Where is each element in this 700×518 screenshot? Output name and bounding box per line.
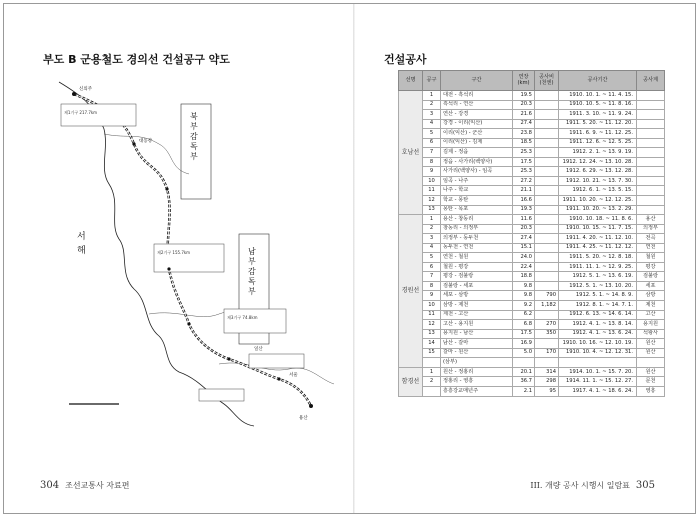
table-row bbox=[399, 310, 665, 320]
section-no-cell: 3 bbox=[423, 110, 441, 120]
city-label-1: 신의주 bbox=[79, 87, 93, 92]
cost-cell bbox=[535, 310, 559, 320]
segment-cell: 고산 - 용지원 bbox=[441, 320, 513, 330]
col-header-office: 공사계 bbox=[637, 71, 665, 91]
section-no-cell: 13 bbox=[423, 205, 441, 215]
segment-cell: 몽탄 - 목포 bbox=[441, 205, 513, 215]
office-cell: 철원 bbox=[637, 253, 665, 263]
segment-cell: 세포 - 삼방 bbox=[441, 291, 513, 301]
segment-cell: 이리(익산) - 군산 bbox=[441, 129, 513, 139]
segment-cell: 강경 - 이리(익산) bbox=[441, 119, 513, 129]
table-row bbox=[399, 262, 665, 272]
length-cell: 20.3 bbox=[513, 224, 535, 234]
length-cell: 22.4 bbox=[513, 262, 535, 272]
length-cell: 9.2 bbox=[513, 301, 535, 311]
book-spread bbox=[3, 3, 696, 514]
office-cell: 용지원 bbox=[637, 320, 665, 330]
segment-cell: (삼부) bbox=[441, 358, 513, 368]
length-cell: 36.7 bbox=[513, 377, 535, 387]
table-row bbox=[399, 377, 665, 387]
section-no-cell: 10 bbox=[423, 301, 441, 311]
period-cell: 1911. 6. 9. ~ 11. 12. 25. bbox=[559, 129, 637, 139]
office-cell bbox=[637, 196, 665, 206]
segment-cell: 갈마 - 원산 bbox=[441, 348, 513, 358]
segment-cell: 흑석리 - 연산 bbox=[441, 100, 513, 110]
section-no-cell: 8 bbox=[423, 281, 441, 291]
left-page-title: 부도 B 군용철도 경의선 건설공구 약도 bbox=[43, 53, 230, 66]
line-name-cell: 호남선 bbox=[399, 91, 423, 215]
office-cell bbox=[637, 186, 665, 196]
note-box-4 bbox=[249, 354, 304, 368]
segment-cell: 김제 - 정읍 bbox=[441, 148, 513, 158]
length-cell: 24.0 bbox=[513, 253, 535, 263]
cost-cell bbox=[535, 138, 559, 148]
sea-label: 서 해 bbox=[77, 232, 86, 256]
section-no-cell: 1 bbox=[423, 91, 441, 101]
length-cell: 9.8 bbox=[513, 281, 535, 291]
section-no-cell: 12 bbox=[423, 196, 441, 206]
table-row bbox=[399, 157, 665, 167]
period-cell: 1910. 10. 1. ~ 11. 4. 15. bbox=[559, 91, 637, 101]
office-cell bbox=[637, 119, 665, 129]
period-cell: 1912. 6. 13. ~ 14. 6. 14. bbox=[559, 310, 637, 320]
period-cell: 1911. 4. 20. ~ 11. 12. 10. bbox=[559, 234, 637, 244]
office-cell bbox=[637, 129, 665, 139]
section-no-cell: 11 bbox=[423, 310, 441, 320]
segment-cell: 임곡 - 나주 bbox=[441, 176, 513, 186]
table-row bbox=[399, 253, 665, 263]
period-cell: 1914. 10. 1. ~ 15. 7. 20. bbox=[559, 367, 637, 377]
section-no-cell: 5 bbox=[423, 129, 441, 139]
north-bureau-label: 북 부 감 독 부 bbox=[190, 112, 198, 161]
length-cell: 11.6 bbox=[513, 215, 535, 225]
office-cell: 원산 bbox=[637, 348, 665, 358]
table-row bbox=[399, 358, 665, 368]
cost-cell bbox=[535, 215, 559, 225]
segment-cell: 검불랑 - 세포 bbox=[441, 281, 513, 291]
construction-works-table bbox=[398, 70, 665, 397]
note-box-5 bbox=[199, 389, 244, 401]
period-cell: 1912. 12. 24. ~ 13. 10. 28. bbox=[559, 157, 637, 167]
period-cell: 1914. 11. 1. ~ 15. 12. 27. bbox=[559, 377, 637, 387]
office-cell bbox=[637, 91, 665, 101]
length-cell: 16.9 bbox=[513, 339, 535, 349]
office-cell bbox=[637, 205, 665, 215]
cost-cell bbox=[535, 129, 559, 139]
section-no-cell: 7 bbox=[423, 148, 441, 158]
section-no-cell: 7 bbox=[423, 272, 441, 282]
right-page-title: 건설공사 bbox=[384, 53, 427, 66]
railway-route-map bbox=[49, 74, 349, 454]
col-header-segment: 구간 bbox=[441, 71, 513, 91]
section-no-cell: 2 bbox=[423, 100, 441, 110]
section-no-cell: 10 bbox=[423, 176, 441, 186]
segment-cell: 학교 - 몽탄 bbox=[441, 196, 513, 206]
period-cell: 1911. 12. 6. ~ 12. 5. 25. bbox=[559, 138, 637, 148]
col-header-section-no: 공구 bbox=[423, 71, 441, 91]
period-cell: 1912. 2. 1. ~ 13. 9. 19. bbox=[559, 148, 637, 158]
office-cell bbox=[637, 110, 665, 120]
table-row bbox=[399, 215, 665, 225]
length-cell: 16.6 bbox=[513, 196, 535, 206]
note-box-1 bbox=[61, 104, 136, 126]
period-cell: 1912. 8. 1. ~ 14. 7. 1. bbox=[559, 301, 637, 311]
period-cell: 1910. 10. 5. ~ 11. 8. 16. bbox=[559, 100, 637, 110]
segment-cell: 정읍 - 사가리(백양사) bbox=[441, 157, 513, 167]
segment-cell: 이리(익산) - 김제 bbox=[441, 138, 513, 148]
office-cell bbox=[637, 167, 665, 177]
cost-cell bbox=[535, 339, 559, 349]
length-cell: 17.5 bbox=[513, 329, 535, 339]
office-cell bbox=[637, 157, 665, 167]
period-cell: 1910. 10. 16. ~ 12. 10. 19. bbox=[559, 339, 637, 349]
segment-cell: 대전 - 흑석리 bbox=[441, 91, 513, 101]
section-no-cell: 11 bbox=[423, 186, 441, 196]
left-page-number: 304 bbox=[40, 480, 60, 491]
cost-cell bbox=[535, 110, 559, 120]
section-no-cell: 6 bbox=[423, 138, 441, 148]
office-cell: 삼방 bbox=[637, 291, 665, 301]
segment-cell: 연천 - 철원 bbox=[441, 253, 513, 263]
period-cell: 1911. 11. 1. ~ 12. 9. 25. bbox=[559, 262, 637, 272]
cost-cell bbox=[535, 272, 559, 282]
office-cell bbox=[637, 176, 665, 186]
length-cell bbox=[513, 358, 535, 368]
table-row bbox=[399, 386, 665, 396]
period-cell: 1912. 10. 21. ~ 13. 7. 30. bbox=[559, 176, 637, 186]
right-page-number: 305 bbox=[635, 480, 655, 491]
table-row bbox=[399, 291, 665, 301]
length-cell: 23.8 bbox=[513, 129, 535, 139]
cost-cell bbox=[535, 119, 559, 129]
table-row bbox=[399, 320, 665, 330]
period-cell: 1911. 4. 25. ~ 11. 12. 12. bbox=[559, 243, 637, 253]
length-cell: 27.4 bbox=[513, 119, 535, 129]
office-cell: 제천 bbox=[637, 301, 665, 311]
cost-cell bbox=[535, 157, 559, 167]
section-no-cell: 1 bbox=[423, 215, 441, 225]
segment-cell: 삼방 - 제천 bbox=[441, 301, 513, 311]
page-gutter bbox=[353, 4, 355, 513]
col-header-period: 공사기간 bbox=[559, 71, 637, 91]
cost-cell bbox=[535, 196, 559, 206]
period-cell: 1912. 4. 1. ~ 13. 6. 24. bbox=[559, 329, 637, 339]
length-cell: 18.8 bbox=[513, 272, 535, 282]
section-no-cell: 8 bbox=[423, 157, 441, 167]
city-label-4: 서울 bbox=[289, 373, 298, 378]
length-cell: 6.8 bbox=[513, 320, 535, 330]
length-cell: 20.1 bbox=[513, 367, 535, 377]
period-cell: 1912. 5. 1. ~ 14. 8. 9. bbox=[559, 291, 637, 301]
segment-cell: 용산 - 창동리 bbox=[441, 215, 513, 225]
office-cell: 용산 bbox=[637, 215, 665, 225]
segment-cell: 창동리 - 의정부 bbox=[441, 224, 513, 234]
segment-cell: 용지원 - 남산 bbox=[441, 329, 513, 339]
segment-cell: 제천 - 고산 bbox=[441, 310, 513, 320]
period-cell: 1911. 10. 20. ~ 13. 2. 29. bbox=[559, 205, 637, 215]
segment-cell: 사가리(백양사) - 임곡 bbox=[441, 167, 513, 177]
length-cell: 20.3 bbox=[513, 100, 535, 110]
cost-cell: 1,182 bbox=[535, 301, 559, 311]
section-no-cell bbox=[423, 386, 441, 396]
section-no-cell: 4 bbox=[423, 243, 441, 253]
table-header-row bbox=[399, 71, 665, 91]
office-cell: 원산 bbox=[637, 339, 665, 349]
table-row bbox=[399, 138, 665, 148]
table-row bbox=[399, 205, 665, 215]
table-row bbox=[399, 339, 665, 349]
note-box-3 bbox=[224, 309, 286, 333]
table-row bbox=[399, 196, 665, 206]
note-box-2 bbox=[154, 244, 224, 272]
length-cell: 27.2 bbox=[513, 176, 535, 186]
note-label-2: 제2기구 155.7km bbox=[157, 250, 191, 255]
period-cell: 1910. 10. 15. ~ 11. 7. 15. bbox=[559, 224, 637, 234]
office-cell: 영흥 bbox=[637, 386, 665, 396]
section-no-cell: 1 bbox=[423, 367, 441, 377]
segment-cell: 원산 - 정홍리 bbox=[441, 367, 513, 377]
cost-cell: 270 bbox=[535, 320, 559, 330]
cost-cell: 314 bbox=[535, 367, 559, 377]
period-cell: 1911. 10. 20. ~ 12. 12. 25. bbox=[559, 196, 637, 206]
line-name-cell: 함경선 bbox=[399, 367, 423, 396]
table-row bbox=[399, 129, 665, 139]
cost-cell: 298 bbox=[535, 377, 559, 387]
length-cell: 21.6 bbox=[513, 110, 535, 120]
cost-cell bbox=[535, 167, 559, 177]
table-row bbox=[399, 176, 665, 186]
section-no-cell bbox=[423, 358, 441, 368]
length-cell: 9.8 bbox=[513, 291, 535, 301]
office-cell bbox=[637, 138, 665, 148]
cost-cell bbox=[535, 176, 559, 186]
left-running-head: 조선교통사 자료편 bbox=[65, 481, 130, 490]
length-cell: 25.3 bbox=[513, 148, 535, 158]
section-no-cell: 5 bbox=[423, 253, 441, 263]
col-header-length: 연장 (km) bbox=[513, 71, 535, 91]
office-cell: 고산 bbox=[637, 310, 665, 320]
segment-cell: 정홍리 - 영흥 bbox=[441, 377, 513, 387]
table-row bbox=[399, 281, 665, 291]
segment-cell: 평강 - 검불랑 bbox=[441, 272, 513, 282]
length-cell: 25.3 bbox=[513, 167, 535, 177]
length-cell: 6.2 bbox=[513, 310, 535, 320]
section-no-cell: 2 bbox=[423, 377, 441, 387]
office-cell: 전곡 bbox=[637, 234, 665, 244]
office-cell: 문천 bbox=[637, 377, 665, 387]
length-cell: 2.1 bbox=[513, 386, 535, 396]
section-no-cell: 2 bbox=[423, 224, 441, 234]
office-cell: 검불랑 bbox=[637, 272, 665, 282]
city-label-3: 일산 bbox=[254, 347, 263, 352]
period-cell: 1912. 5. 1. ~ 13. 6. 19. bbox=[559, 272, 637, 282]
cost-cell: 95 bbox=[535, 386, 559, 396]
cost-cell: 350 bbox=[535, 329, 559, 339]
office-cell bbox=[637, 148, 665, 158]
cost-cell bbox=[535, 281, 559, 291]
cost-cell bbox=[535, 205, 559, 215]
table-row bbox=[399, 272, 665, 282]
period-cell: 1917. 4. 1. ~ 18. 6. 24. bbox=[559, 386, 637, 396]
length-cell: 15.1 bbox=[513, 243, 535, 253]
right-folio bbox=[530, 480, 655, 491]
cost-cell bbox=[535, 253, 559, 263]
section-no-cell: 6 bbox=[423, 262, 441, 272]
period-cell bbox=[559, 358, 637, 368]
table-row bbox=[399, 348, 665, 358]
right-running-head: III. 개량 공사 시행시 일람표 bbox=[530, 481, 630, 490]
cost-cell bbox=[535, 262, 559, 272]
office-cell: 세포 bbox=[637, 281, 665, 291]
table-row bbox=[399, 367, 665, 377]
table-row bbox=[399, 224, 665, 234]
table-row bbox=[399, 148, 665, 158]
section-no-cell: 15 bbox=[423, 348, 441, 358]
segment-cell: 동두천 - 연천 bbox=[441, 243, 513, 253]
table-row bbox=[399, 119, 665, 129]
segment-cell: 철원 - 평강 bbox=[441, 262, 513, 272]
col-header-cost: 공사비 (천엔) bbox=[535, 71, 559, 91]
table-row bbox=[399, 100, 665, 110]
length-cell: 19.5 bbox=[513, 91, 535, 101]
south-bureau-label: 남 부 감 독 부 bbox=[248, 247, 256, 296]
section-no-cell: 9 bbox=[423, 167, 441, 177]
length-cell: 19.3 bbox=[513, 205, 535, 215]
section-no-cell: 12 bbox=[423, 320, 441, 330]
cost-cell bbox=[535, 91, 559, 101]
city-label-5: 용산 bbox=[299, 416, 308, 421]
table-row bbox=[399, 301, 665, 311]
section-no-cell: 9 bbox=[423, 291, 441, 301]
period-cell: 1911. 3. 10. ~ 11. 9. 24. bbox=[559, 110, 637, 120]
length-cell: 18.5 bbox=[513, 138, 535, 148]
table-row bbox=[399, 167, 665, 177]
section-no-cell: 13 bbox=[423, 329, 441, 339]
section-no-cell: 14 bbox=[423, 339, 441, 349]
cost-cell: 170 bbox=[535, 348, 559, 358]
cost-cell bbox=[535, 234, 559, 244]
segment-cell: 남산 - 갈마 bbox=[441, 339, 513, 349]
section-no-cell: 4 bbox=[423, 119, 441, 129]
segment-cell: 의정부 - 동두천 bbox=[441, 234, 513, 244]
period-cell: 1911. 5. 20. ~ 12. 8. 18. bbox=[559, 253, 637, 263]
office-cell: 평강 bbox=[637, 262, 665, 272]
cost-cell bbox=[535, 224, 559, 234]
cost-cell bbox=[535, 148, 559, 158]
length-cell: 21.1 bbox=[513, 186, 535, 196]
table-row bbox=[399, 234, 665, 244]
line-name-cell: 경원선 bbox=[399, 215, 423, 368]
segment-cell: 연산 - 강경 bbox=[441, 110, 513, 120]
table-row bbox=[399, 110, 665, 120]
city-label-2: 대동강 bbox=[139, 139, 153, 144]
cost-cell bbox=[535, 358, 559, 368]
period-cell: 1912. 6. 29. ~ 13. 12. 28. bbox=[559, 167, 637, 177]
office-cell: 연천 bbox=[637, 243, 665, 253]
segment-cell: 흥흥강교매년주 bbox=[441, 386, 513, 396]
cost-cell bbox=[535, 243, 559, 253]
table-row bbox=[399, 91, 665, 101]
period-cell: 1912. 6. 1. ~ 13. 5. 15. bbox=[559, 186, 637, 196]
length-cell: 5.0 bbox=[513, 348, 535, 358]
office-cell: 원산 bbox=[637, 367, 665, 377]
period-cell: 1911. 5. 20. ~ 11. 12. 20. bbox=[559, 119, 637, 129]
table-row bbox=[399, 243, 665, 253]
period-cell: 1910. 10. 18. ~ 11. 8. 6. bbox=[559, 215, 637, 225]
col-header-line: 선명 bbox=[399, 71, 423, 91]
left-folio bbox=[40, 480, 129, 491]
cost-cell bbox=[535, 186, 559, 196]
period-cell: 1912. 4. 1. ~ 13. 8. 14. bbox=[559, 320, 637, 330]
period-cell: 1910. 10. 4. ~ 12. 12. 31. bbox=[559, 348, 637, 358]
section-no-cell: 3 bbox=[423, 234, 441, 244]
note-label-3: 제3기구 74.8km bbox=[227, 315, 258, 320]
cost-cell: 790 bbox=[535, 291, 559, 301]
period-cell: 1912. 5. 1. ~ 13. 10. 20. bbox=[559, 281, 637, 291]
office-cell bbox=[637, 100, 665, 110]
table-row bbox=[399, 329, 665, 339]
cost-cell bbox=[535, 100, 559, 110]
office-cell: 석왕사 bbox=[637, 329, 665, 339]
segment-cell: 나주 - 학교 bbox=[441, 186, 513, 196]
office-cell: 의정부 bbox=[637, 224, 665, 234]
table-row bbox=[399, 186, 665, 196]
note-label-1: 제1기구 217.7km bbox=[64, 110, 98, 115]
length-cell: 27.4 bbox=[513, 234, 535, 244]
office-cell bbox=[637, 358, 665, 368]
length-cell: 17.5 bbox=[513, 157, 535, 167]
